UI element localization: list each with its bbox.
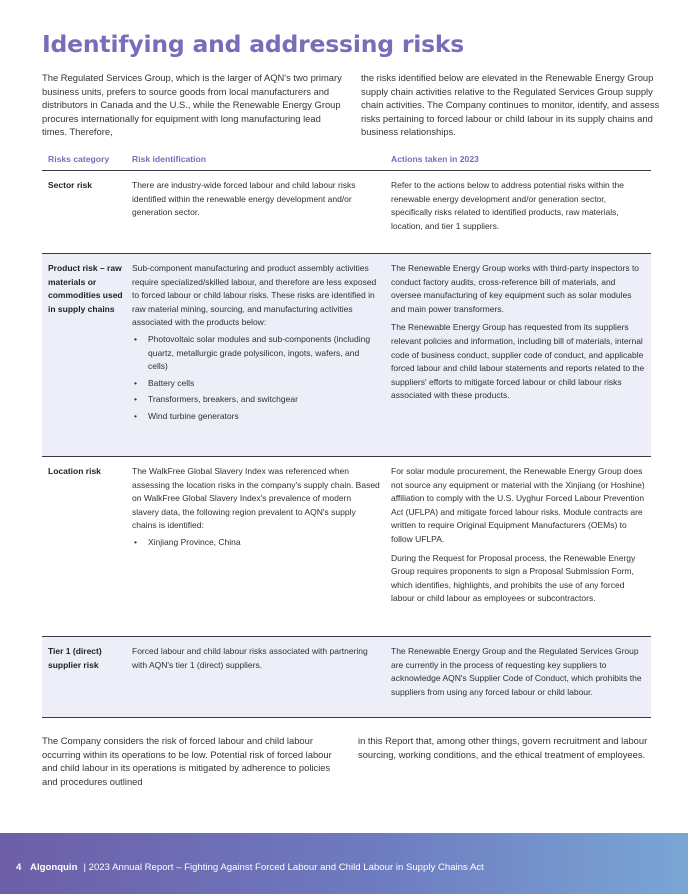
footer-text	[16, 862, 484, 873]
header-risks-category: Risks category	[48, 154, 110, 164]
list-item: • Battery cells	[132, 377, 380, 391]
table-row-tier1-supplier-risk	[42, 637, 651, 718]
row-identification	[132, 465, 380, 553]
intro-left-paragraph: The Regulated Services Group, which is the larger of AQN's two primary business units, prefers to source goods from local manufacturers and distributors in Canada and the U.S., while the Renewable Energy Group procures internationally for equipment with long manufacturing lead times. Therefore,	[42, 72, 342, 138]
list-item: • Photovoltaic solar modules and sub-components (including quartz, metallurgic grade polysilicon, ingots, wafers, and cells)	[132, 333, 380, 374]
table-header	[42, 150, 651, 171]
action-paragraph: For solar module procurement, the Renewable Energy Group does not source any equipment or material with the Xinjiang (or Hoshine) affiliation to comply with the U.S. Uyghur Forced Labour Prevention Act (UFLPA) and mitigate forced labour risks. Module contracts are written to require Original Equipment Manufacturers (OEMs) to follow UFLPA.	[391, 466, 645, 544]
action-paragraph: The Renewable Energy Group works with third-party inspectors to conduct factory audits, cross-reference bill of materials, and oversee manufacturing of key equipment such as solar modules and main power transformers.	[391, 263, 640, 314]
row-category: Tier 1 (direct) supplier risk	[48, 646, 102, 670]
brand-name: Algonquin	[30, 862, 78, 873]
action-paragraph: During the Request for Proposal process, the Renewable Energy Group requires proponents to sign a Proposal Submission Form, which identifies, highlights, and prohibits the use of any forced labour or child labour as employees or subcontractors.	[391, 552, 636, 604]
risks-table	[42, 150, 651, 718]
identification-text: Sub-component manufacturing and product assembly activities require specialized/skilled labour, and therefore are less exposed to forced labour or child labour risks. These risks are identified in raw material mining, sourcing, and manufacturing activities associated with the products below:	[132, 263, 377, 328]
row-identification: There are industry-wide forced labour and child labour risks identified within the renewable energy development and/or generation sector.	[132, 180, 356, 218]
table-row-location-risk	[42, 457, 651, 637]
action-paragraph: The Renewable Energy Group and the Regulated Services Group are currently in the process of requesting key suppliers to acknowledge AQN's Supplier Code of Conduct, which prohibits the suppliers from using any forced labour or child labour.	[391, 646, 642, 697]
row-actions	[391, 179, 646, 238]
page-number: 4	[16, 862, 22, 873]
row-identification: Forced labour and child labour risks associated with partnering with AQN's tier 1 (direct) suppliers.	[132, 646, 368, 670]
list-item: • Transformers, breakers, and switchgear	[132, 393, 380, 407]
region-list	[132, 536, 380, 550]
table-row-product-risk	[42, 254, 651, 457]
header-risk-identification: Risk identification	[132, 154, 207, 164]
identification-text: The WalkFree Global Slavery Index was referenced when assessing the location risks in the company's supply chain. Based on WalkFree Global Slavery Index's prevalence of modern slavery data, the following region prevalent to AQN's supply chains is identified:	[132, 466, 380, 531]
outro-right-paragraph: in this Report that, among other things, govern recruitment and labour sourcing, working conditions, and the ethical treatment of employees.	[358, 735, 648, 760]
action-paragraph: The Renewable Energy Group has requested from its suppliers relevant policies and information, including bill of materials, internal code of business conduct, supplier code of conduct, and applicable forced labour and child labour statements and reports related to the suppliers' efforts to mitigate forced labour or child labour risks associated with these products.	[391, 322, 645, 401]
product-list	[132, 333, 380, 424]
intro-right-paragraph: the risks identified below are elevated in the Renewable Energy Group supply chain activities relative to the Regulated Services Group supply chain activities. The Company continues to monitor, identify, and assess risks pertaining to forced labour or child labour in its supply chains and business relationships.	[361, 72, 660, 138]
table-row-sector-risk	[42, 171, 651, 254]
page-title: Identifying and addressing risks	[42, 30, 465, 58]
row-actions	[391, 262, 646, 408]
action-paragraph: Refer to the actions below to address potential risks within the renewable energy development and/or generation sector, specifically risks related to identified products, raw materials, location, and tier 1 suppliers.	[391, 180, 624, 231]
row-actions	[391, 465, 646, 611]
row-identification	[132, 262, 380, 427]
outro-left-paragraph: The Company considers the risk of forced labour and child labour occurring within its operations to be low. Potential risk of forced labour and child labour in its operations is mitigated by adherence to policies and procedures outlined	[42, 735, 332, 787]
row-category: Sector risk	[48, 180, 92, 190]
list-item: • Xinjiang Province, China	[132, 536, 380, 550]
footer-band	[0, 833, 688, 894]
row-category: Location risk	[48, 466, 101, 476]
footer-separator: |	[83, 862, 86, 873]
header-actions-taken: Actions taken in 2023	[391, 154, 479, 164]
report-title: 2023 Annual Report – Fighting Against Forced Labour and Child Labour in Supply Chains Act	[88, 862, 484, 873]
list-item: • Wind turbine generators	[132, 410, 380, 424]
row-actions	[391, 645, 646, 704]
row-category: Product risk – raw materials or commodities used in supply chains	[48, 263, 123, 314]
